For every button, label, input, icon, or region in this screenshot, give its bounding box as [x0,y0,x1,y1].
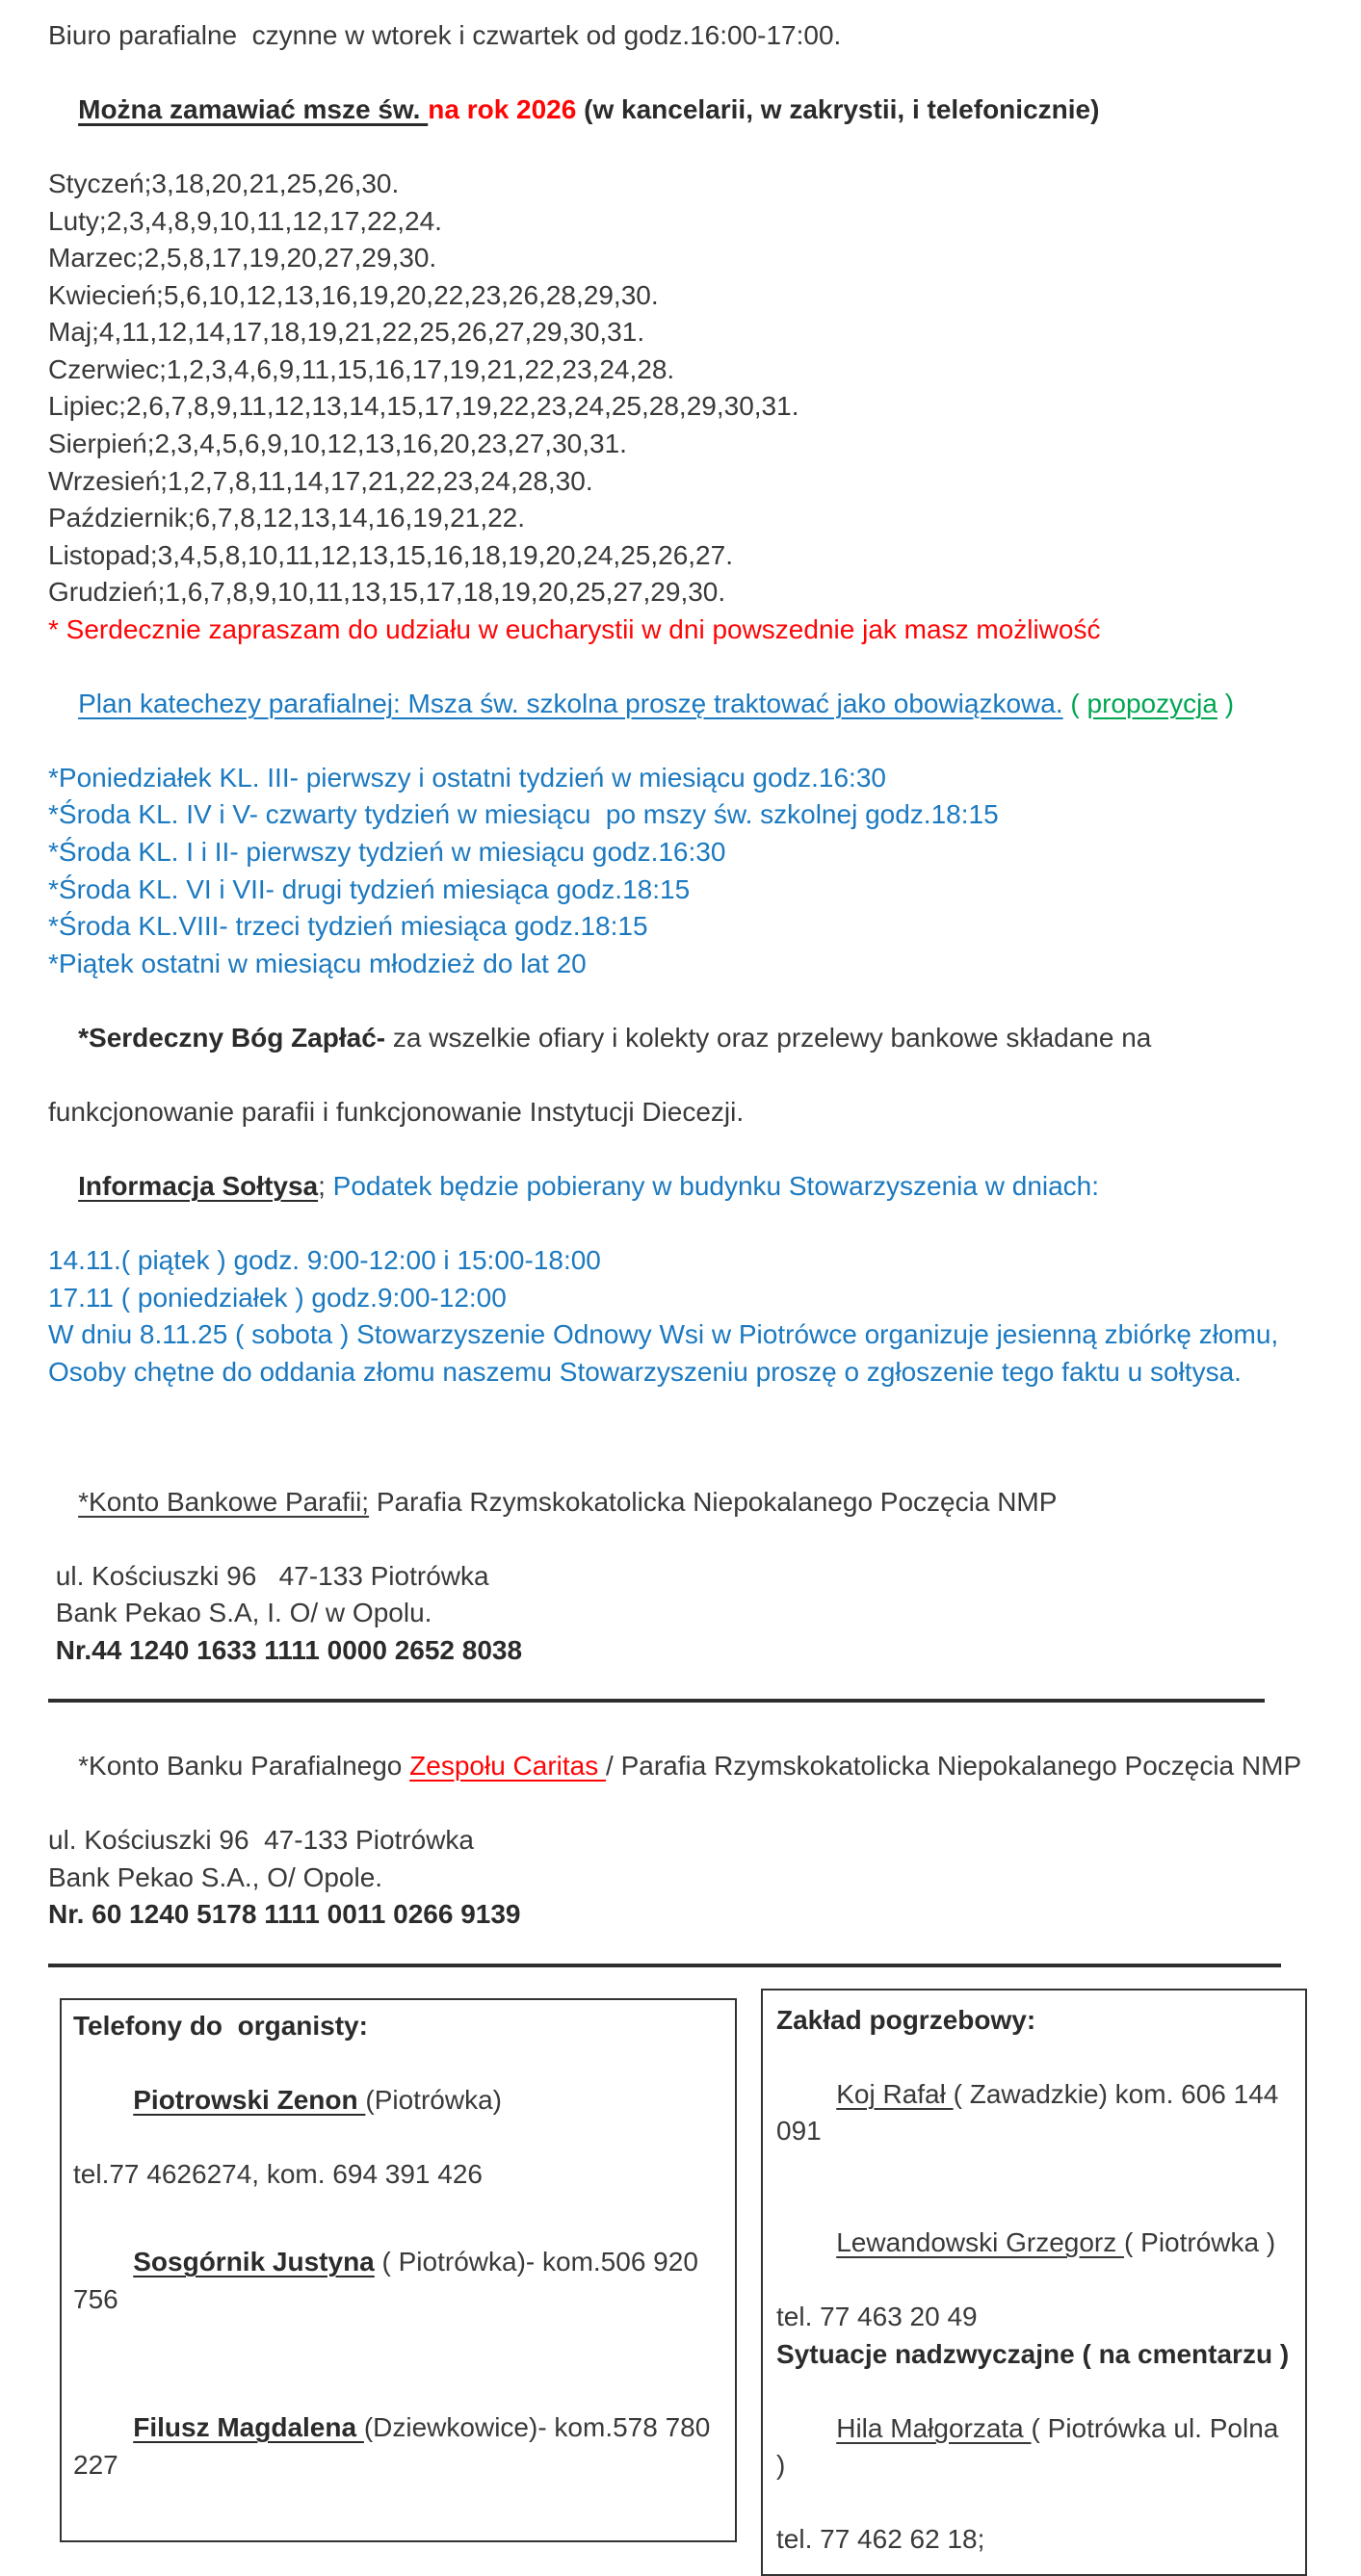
organist-name-sosgornik: Sosgórnik Justyna [133,2247,375,2277]
month-dates-december: Grudzień;1,6,7,8,9,10,11,13,15,17,18,19,20,25,27,29,30. [48,577,726,608]
funeral-home-box [761,1989,1307,2576]
soltys-schedule-friday: 14.11.( piątek ) godz. 9:00-12:00 i 15:00-18:00 [48,1245,601,1276]
organist-phone-sosgornik: ( Piotrówka)- kom.506 920 756 [73,2247,706,2314]
funeral-phone-lewandowski: tel. 77 463 20 49 [776,2302,978,2332]
caritas-account-rest: / Parafia Rzymskokatolicka Niepokalanego Poczęcia NMP [606,1751,1302,1782]
month-dates-june: Czerwiec;1,2,3,4,6,9,11,15,16,17,19,21,22,23,24,28. [48,353,675,384]
caritas-bank-account-title-line [48,1711,1361,1823]
catechesis-schedule-monday: *Poniedziałek KL. III- pierwszy i ostatni tydzień w miesiącu godz.16:30 [48,762,886,793]
cemetery-location-hila: ( Piotrówka ul. Polna ) [776,2412,1287,2481]
scrap-collection-contact-line: Osoby chętne do oddania złomu naszemu Stowarzyszeniu proszę o zgłoszenie tego faktu u sołtysa. [48,1356,1242,1387]
month-dates-march: Marzec;2,5,8,17,19,20,27,29,30. [48,243,437,273]
parish-bank-address-line: ul. Kościuszki 96 47-133 Piotrówka [48,1560,489,1591]
catechesis-schedule-wednesday-8: *Środa KL.VIII- trzeci tydzień miesiąca godz.18:15 [48,911,648,942]
separator-line-2 [48,1964,1281,1967]
thanks-continuation-line: funkcjonowanie parafii i funkcjonowanie Instytucji Diecezji. [48,1096,745,1127]
parish-bank-name-line: Bank Pekao S.A, I. O/ w Opolu. [48,1598,432,1628]
soltys-schedule-monday: 17.11 ( poniedziałek ) godz.9:00-12:00 [48,1282,507,1313]
cemetery-phone-hila: tel. 77 462 62 18; [776,2524,985,2555]
parish-bank-account-title: *Konto Bankowe Parafii; [78,1486,370,1517]
month-dates-january: Styczeń;3,18,20,21,25,26,30. [48,169,400,199]
soltys-info-separator: ; [318,1170,333,1201]
catechesis-schedule-friday: *Piątek ostatni w miesiącu młodzież do lat 20 [48,948,587,978]
month-dates-april: Kwiecień;5,6,10,12,13,16,19,20,22,23,26,28,29,30. [48,279,659,310]
propozycja-paren-open: ( [1062,688,1087,718]
thanks-line [48,982,1361,1094]
organist-name-piotrowski: Piotrowski Zenon [133,2084,366,2115]
catechesis-schedule-wednesday-4-5: *Środa KL. IV i V- czwarty tydzień w miesiącu po mszy św. szkolnej godz.18:15 [48,799,999,830]
thanks-rest: za wszelkie ofiary i kolekty oraz przelewy bankowe składane na [385,1022,1152,1053]
month-dates-february: Luty;2,3,4,8,9,10,11,12,17,22,24. [48,205,442,236]
funeral-entry-koj [776,2039,1292,2187]
organist-phones-box [60,1998,737,2542]
organist-entry-filusz [73,2373,723,2521]
organist-box-title: Telefony do organisty: [73,2010,368,2041]
month-dates-july: Lipiec;2,6,7,8,9,11,12,13,14,15,17,19,22,23,24,25,28,29,30,31. [48,391,799,422]
caritas-account-name: Zespołu Caritas [409,1751,607,1782]
propozycja-paren-close: ) [1217,688,1235,718]
mass-booking-year: na rok 2026 [428,94,577,125]
cemetery-emergency-title: Sytuacje nadzwyczajne ( na cmentarzu ) [776,2338,1290,2369]
month-dates-october: Październik;6,7,8,12,13,14,16,19,21,22. [48,503,526,533]
caritas-bank-name-line: Bank Pekao S.A., O/ Opole. [48,1861,383,1892]
contact-boxes-row [60,1989,1361,2576]
propozycja-link[interactable]: propozycja [1086,688,1217,718]
funeral-box-title: Zakład pogrzebowy: [776,2004,1036,2035]
mass-booking-tail: (w kancelarii, w zakrystii, i telefonicznie) [576,94,1100,125]
mass-booking-lead: Można zamawiać msze św. [78,94,429,125]
organist-phone-piotrowski: tel.77 4626274, kom. 694 391 426 [73,2158,484,2189]
office-hours-line: Biuro parafialne czynne w wtorek i czwartek od godz.16:00-17:00. [48,20,842,50]
mass-booking-line [48,55,1361,167]
caritas-bank-account-number: Nr. 60 1240 5178 1111 0011 0266 9139 [48,1899,521,1930]
caritas-bank-address-line: ul. Kościuszki 96 47-133 Piotrówka [48,1825,474,1856]
separator-line [48,1699,1265,1703]
funeral-entry-lewandowski [776,2188,1292,2300]
month-dates-september: Wrzesień;1,2,7,8,11,14,17,21,22,23,24,28,30. [48,465,593,496]
thanks-lead: *Serdeczny Bóg Zapłać- [78,1022,386,1053]
organist-location-piotrowski: (Piotrówka) [365,2084,502,2115]
cemetery-entry-hila [776,2373,1292,2521]
parish-bank-account-name: Parafia Rzymskokatolicka Niepokalanego Poczęcia NMP [369,1486,1058,1517]
funeral-name-koj: Koj Rafał [836,2078,954,2109]
catechesis-plan-text: Plan katechezy parafialnej: Msza św. szkolna proszę traktować jako obowiązkowa. [78,688,1063,718]
parish-bank-account-number: Nr.44 1240 1633 1111 0000 2652 8038 [48,1634,523,1665]
eucharist-invitation-line: * Serdecznie zapraszam do udziału w eucharystii w dni powszednie jak masz możliwość [48,613,1101,644]
organist-phone-filusz: (Dziewkowice)- kom.578 780 227 [73,2412,719,2480]
cemetery-name-hila: Hila Małgorzata [836,2412,1032,2443]
soltys-info-text: Podatek będzie pobierany w budynku Stowarzyszenia w dniach: [332,1170,1100,1201]
organist-entry-piotrowski [73,2044,723,2156]
scrap-collection-line: W dniu 8.11.25 ( sobota ) Stowarzyszenie Odnowy Wsi w Piotrówce organizuje jesienną zbiórkę złomu, [48,1319,1279,1350]
soltys-info-line [48,1131,1361,1242]
funeral-name-lewandowski: Lewandowski Grzegorz [836,2227,1125,2258]
funeral-location-lewandowski: ( Piotrówka ) [1124,2227,1276,2258]
parish-bank-account-title-line [48,1446,1361,1558]
month-dates-may: Maj;4,11,12,14,17,18,19,21,22,25,26,27,29,30,31. [48,317,645,348]
soltys-info-title: Informacja Sołtysa [78,1170,319,1201]
caritas-account-lead: *Konto Banku Parafialnego [78,1751,410,1782]
catechesis-plan-line [48,648,1361,760]
month-dates-november: Listopad;3,4,5,8,10,11,12,13,15,16,18,19,20,24,25,26,27. [48,539,733,570]
catechesis-schedule-wednesday-6-7: *Środa KL. VI i VII- drugi tydzień miesiąca godz.18:15 [48,873,691,904]
organist-entry-sosgornik [73,2207,723,2355]
organist-name-filusz: Filusz Magdalena [133,2412,364,2443]
catechesis-schedule-wednesday-1-2: *Środa KL. I i II- pierwszy tydzień w miesiącu godz.16:30 [48,837,726,868]
month-dates-august: Sierpień;2,3,4,5,6,9,10,12,13,16,20,23,27,30,31. [48,429,627,459]
funeral-phone-koj: ( Zawadzkie) kom. 606 144 091 [776,2078,1287,2147]
